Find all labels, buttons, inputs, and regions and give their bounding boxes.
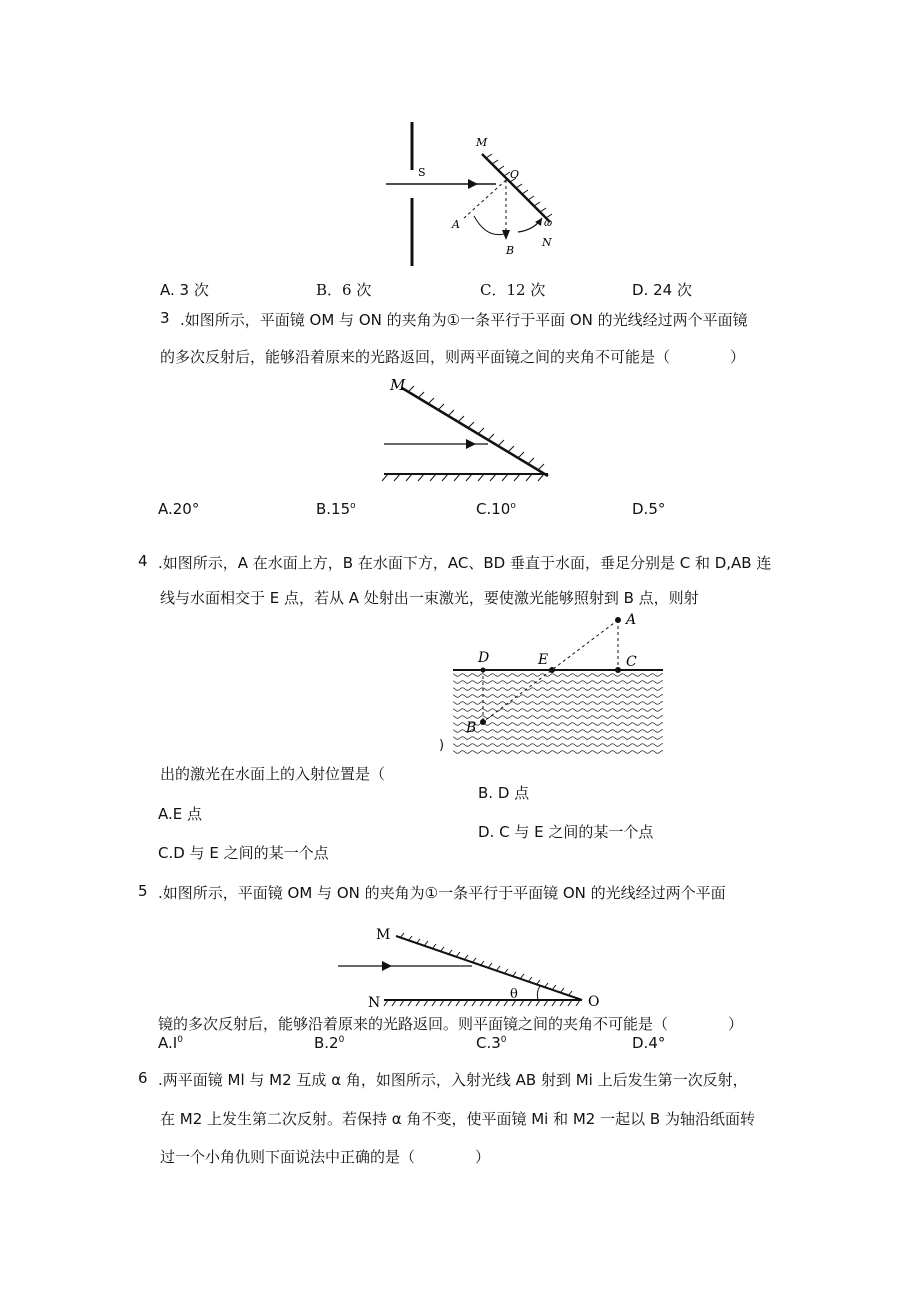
q5-number: 5	[138, 882, 148, 900]
q5-line1: .如图所示，平面镜 OM 与 ON 的夹角为①一条平行于平面镜 ON 的光线经过两个平面	[158, 884, 726, 902]
water-body	[453, 670, 663, 756]
label-theta: θ	[510, 987, 518, 1002]
ray-arrow	[466, 439, 476, 449]
q5-figure	[332, 922, 612, 1010]
q4-option-d[interactable]: D. C 与 E 之间的某一个点	[478, 823, 654, 841]
label-n: N	[542, 236, 552, 249]
q3-option-c-text: C.10	[476, 500, 511, 518]
label-a: A	[452, 218, 460, 231]
q5-option-c-sup: 0	[500, 1035, 507, 1045]
label-d: D	[478, 650, 490, 666]
label-m: M	[376, 927, 391, 943]
ray-arrow	[382, 961, 392, 971]
q5-option-d[interactable]: D.4°	[632, 1034, 666, 1052]
q4-figure	[450, 608, 666, 760]
label-omega: ω	[544, 218, 553, 229]
q3-figure	[378, 374, 558, 486]
point-d	[481, 668, 486, 673]
q3-option-a[interactable]: A.20°	[158, 500, 200, 518]
q2-option-a[interactable]: A. 3 次	[160, 281, 209, 299]
q6-line3: 过一个小角仇则下面说法中正确的是（ ）	[160, 1148, 491, 1166]
q4-option-a[interactable]: A.E 点	[158, 805, 203, 823]
q5-option-a-text: A.I	[158, 1034, 178, 1052]
rotation-arrow	[518, 218, 542, 232]
ray-arrow	[468, 179, 478, 189]
q3-option-c-sup: o	[510, 501, 516, 511]
mirror-om	[402, 388, 548, 476]
point-b	[480, 719, 486, 725]
label-e: E	[538, 652, 549, 668]
label-m: M	[390, 376, 406, 394]
q2-option-c[interactable]: C．12 次	[480, 281, 546, 299]
q3-option-c[interactable]	[476, 500, 516, 518]
q4-option-c[interactable]: C.D 与 E 之间的某一个点	[158, 844, 329, 862]
q2-figure	[378, 118, 578, 270]
q2-option-d[interactable]: D. 24 次	[632, 281, 692, 299]
label-o: O	[588, 994, 600, 1010]
q5-option-b[interactable]	[314, 1034, 344, 1052]
q2-option-b[interactable]: B．6 次	[316, 281, 372, 299]
mirror-om-hatching	[400, 933, 572, 996]
mirror-hatching	[486, 154, 552, 218]
point-a	[615, 617, 621, 623]
q3-option-d[interactable]: D.5°	[632, 500, 666, 518]
point-c	[615, 667, 621, 673]
q4-paren-close: )	[439, 738, 445, 753]
label-s: S	[418, 166, 426, 179]
mirror-on-hatching	[382, 474, 544, 481]
arc-ab	[474, 216, 504, 235]
angle-arc	[537, 986, 540, 1000]
q5-option-b-text: B.2	[314, 1034, 339, 1052]
q5-option-a-sup: 0	[177, 1035, 183, 1045]
q3-line1: .如图所示，平面镜 OM 与 ON 的夹角为①一条平行于平面 ON 的光线经过两个平面镜	[180, 311, 748, 329]
q4-number: 4	[138, 552, 148, 570]
q5-option-c-text: C.3	[476, 1034, 501, 1052]
q4-line3: 出的激光在水面上的入射位置是（	[160, 765, 386, 783]
q4-option-b[interactable]: B. D 点	[478, 784, 530, 802]
point-e	[549, 667, 555, 673]
label-a: A	[626, 612, 637, 628]
q4-line2: 线与水面相交于 E 点，若从 A 处射出一束激光，要使激光能够照射到 B 点，则射	[160, 589, 699, 607]
q6-line1: .两平面镜 Ml 与 M2 互成 α 角，如图所示，入射光线 AB 射到 Mi 上后发生第一次反射，	[158, 1071, 748, 1089]
label-m: M	[476, 136, 488, 149]
label-b: B	[466, 720, 477, 736]
q6-number: 6	[138, 1069, 148, 1087]
q3-option-b[interactable]	[316, 500, 356, 518]
q5-option-b-sup: 0	[338, 1035, 345, 1045]
label-c: C	[626, 654, 637, 670]
q5-option-a[interactable]	[158, 1034, 183, 1052]
q4-line1: .如图所示，A 在水面上方，B 在水面下方，AC、BD 垂直于水面，垂足分别是 C 和 D,AB 连	[158, 554, 772, 572]
b-arrow	[502, 230, 510, 240]
q3-option-b-text: B.15	[316, 500, 351, 518]
q3-number: 3	[160, 309, 170, 327]
mirror-om-hatching	[408, 386, 544, 470]
q3-option-b-sup: o	[350, 501, 356, 511]
q3-line2: 的多次反射后，能够沿着原来的光路返回，则两平面镜之间的夹角不可能是（ ）	[160, 348, 746, 366]
q5-line2: 镜的多次反射后，能够沿着原来的光路返回。则平面镜之间的夹角不可能是（ ）	[158, 1015, 744, 1033]
q6-line2: 在 M2 上发生第二次反射。若保持 α 角不变，使平面镜 Mi 和 M2 一起以 B 为轴沿纸面转	[160, 1110, 755, 1128]
q5-option-c[interactable]	[476, 1034, 507, 1052]
label-o: O	[510, 168, 520, 181]
label-n: N	[368, 995, 381, 1010]
label-b: B	[506, 244, 515, 257]
